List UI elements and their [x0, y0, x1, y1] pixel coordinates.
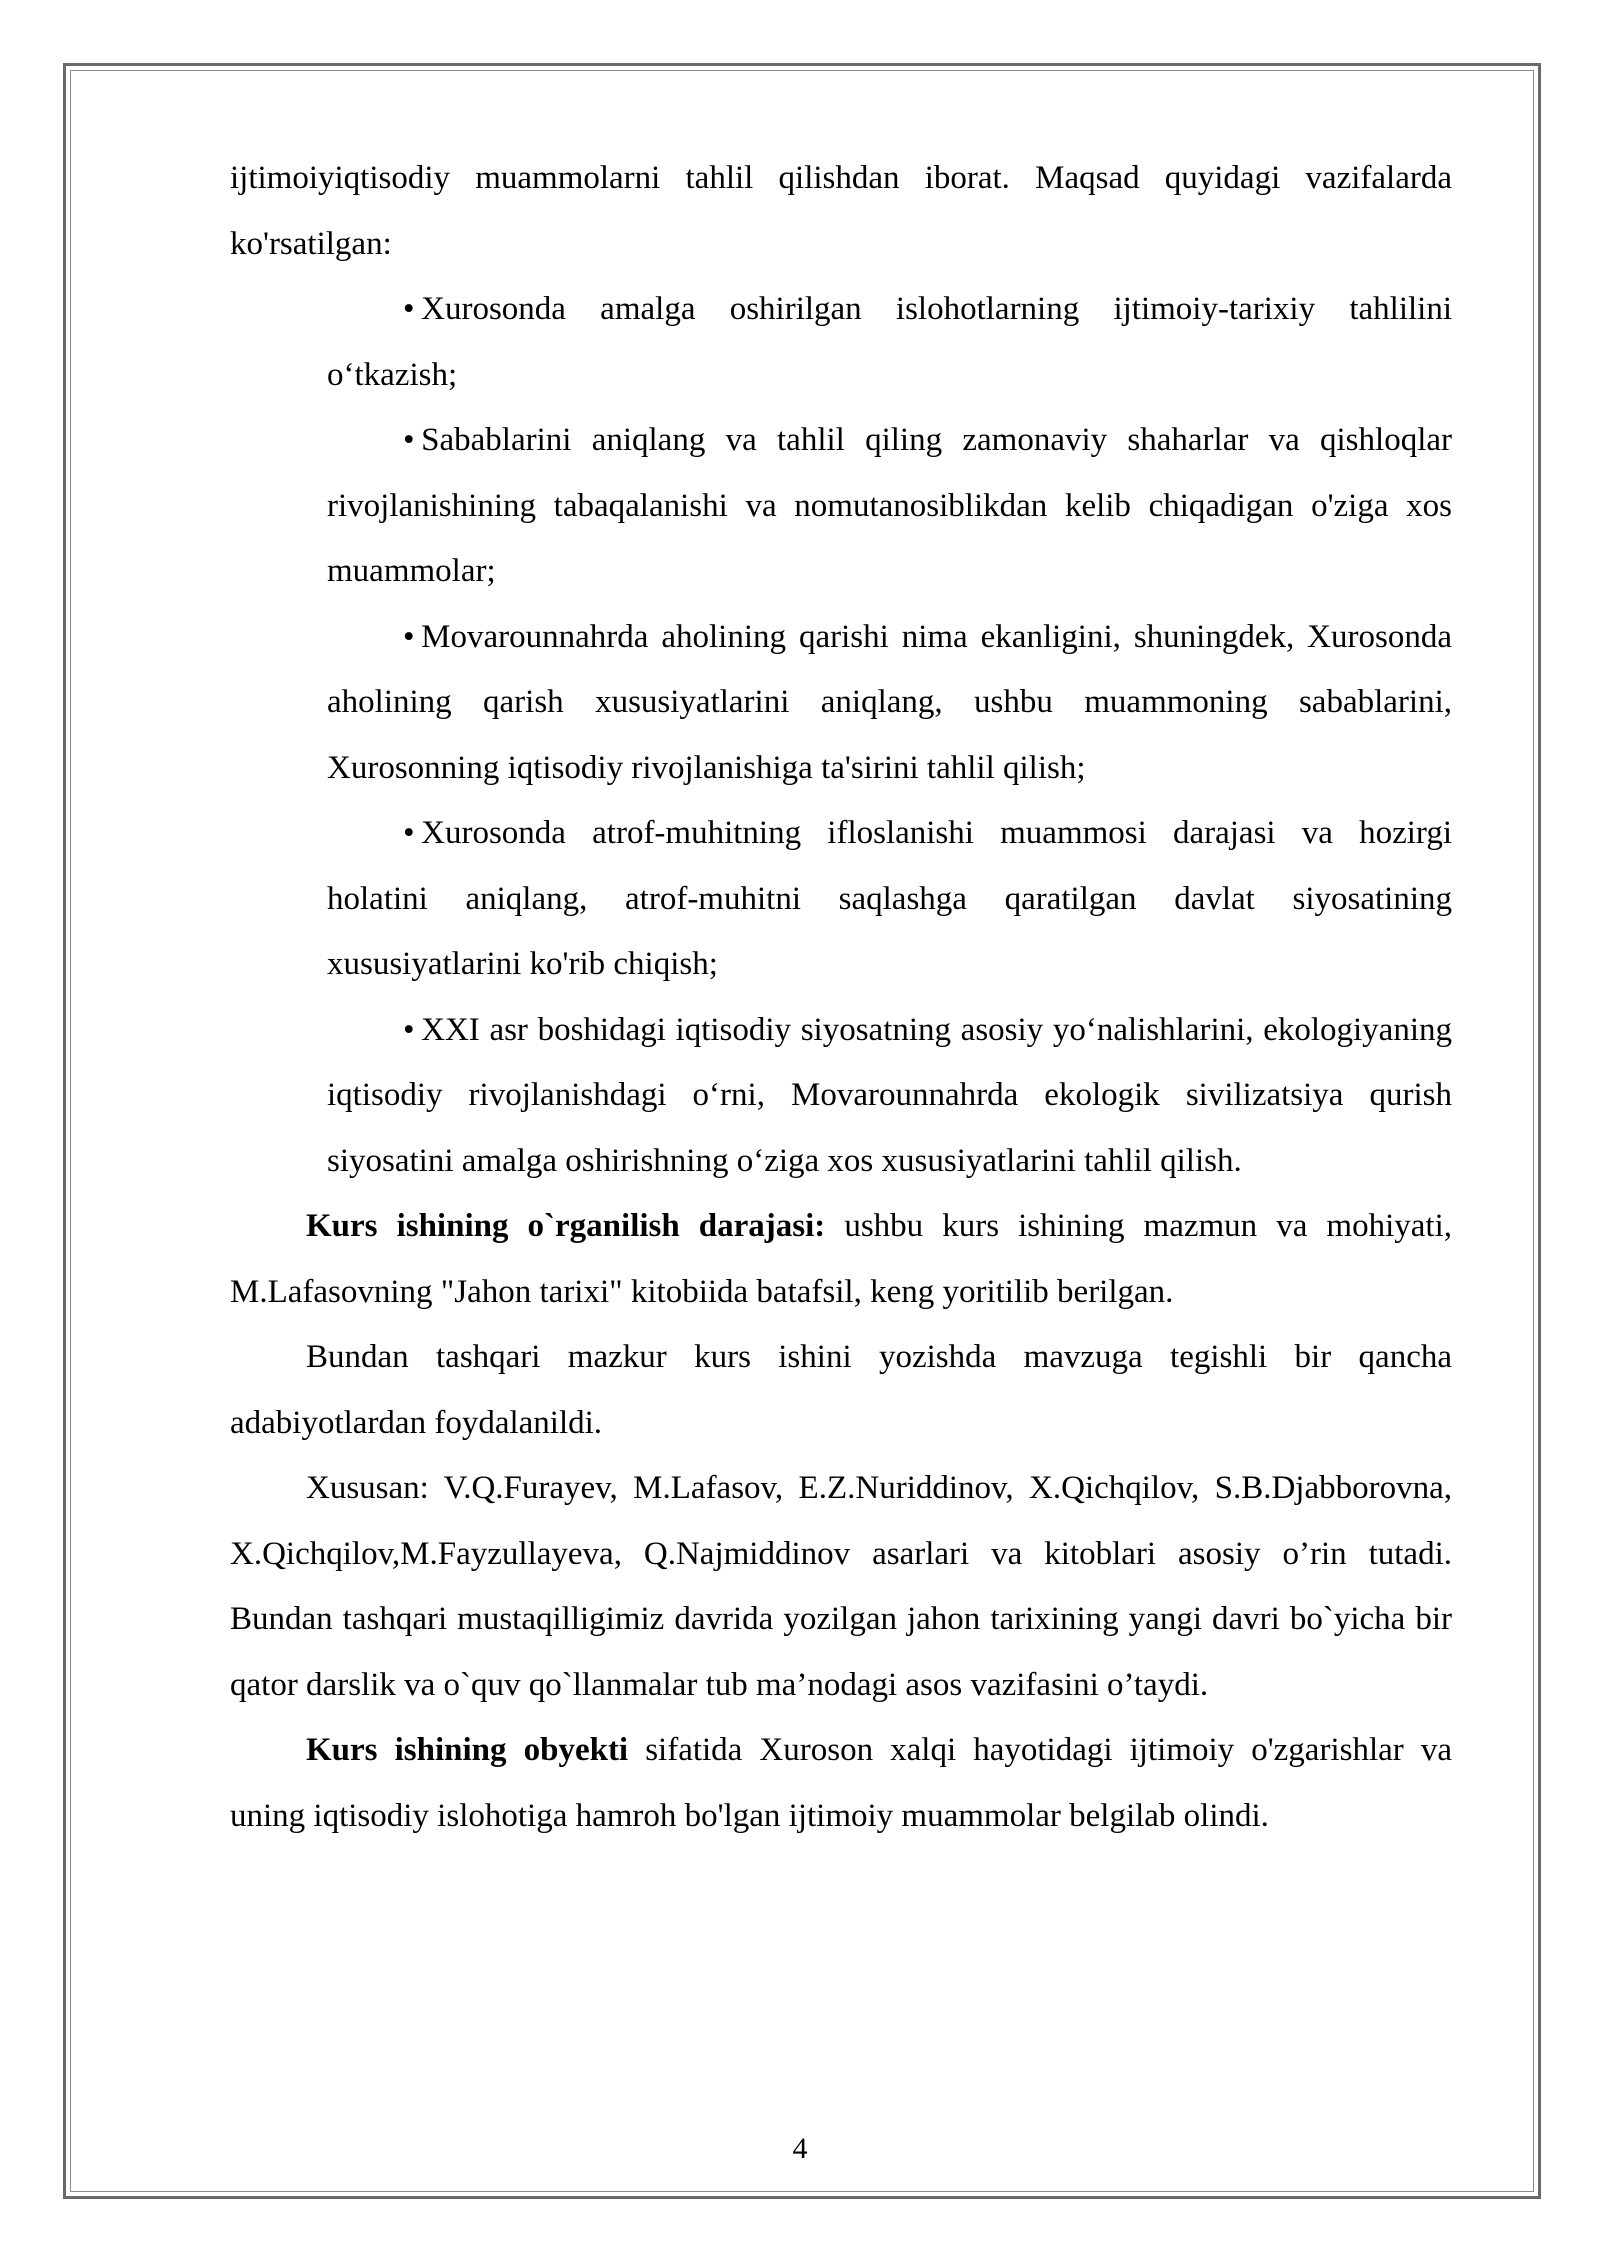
task-text: XXI asr boshidagi iqtisodiy siyosatning asosiy yo‘nalishlarini, ekologiyaning iqtisodiy rivojlanishdagi o‘rni, Movarounnahrda ekologik sivilizatsiya qurish siyosatini amalga oshirishning o‘ziga xos xususiyatlarini tahlil qilish.	[327, 1011, 1452, 1179]
task-list	[230, 277, 1452, 1194]
task-text: Sabablarini aniqlang va tahlil qiling zamonaviy shaharlar va qishloqlar rivojlanishining tabaqalanishi va nomutanosiblikdan kelib chiqadigan o'ziga xos muammolar;	[327, 422, 1452, 589]
bullet-icon: •	[403, 815, 415, 851]
study-level-label: Kurs ishining o`rganilish darajasi:	[306, 1208, 826, 1244]
task-text: Movarounnahrda aholining qarishi nima ekanligini, shuningdek, Xurosonda aholining qarish xususiyatlarini aniqlang, ushbu muammoning sabablarini, Xurosonning iqtisodiy rivojlanishiga ta'sirini tahlil qilish;	[327, 618, 1452, 786]
task-item-2	[327, 408, 1452, 605]
study-level-text: ushbu kurs ishining mazmun va mohiyati, M.Lafasovning "Jahon tarixi" kitobiida batafsil, keng yoritilib berilgan.	[230, 1208, 1452, 1310]
task-text: Xurosonda amalga oshirilgan islohotlarning ijtimoiy-tarixiy tahlilini o‘tkazish;	[327, 291, 1452, 393]
object-paragraph	[230, 1718, 1452, 1849]
page-number: 4	[792, 2132, 808, 2165]
task-item-1	[327, 277, 1452, 408]
study-level-paragraph	[230, 1194, 1452, 1325]
task-item-4	[327, 801, 1452, 998]
literature-paragraph: Bundan tashqari mazkur kurs ishini yozishda mavzuga tegishli bir qancha adabiyotlardan foydalanildi.	[230, 1339, 1452, 1441]
bullet-icon: •	[403, 1011, 415, 1048]
object-text: sifatida Xuroson xalqi hayotidagi ijtimoiy o'zgarishlar va uning iqtisodiy islohotiga hamroh bo'lgan ijtimoiy muammolar belgilab olindi.	[230, 1732, 1452, 1834]
task-item-3	[327, 605, 1452, 802]
object-label: Kurs ishining obyekti	[306, 1732, 629, 1768]
bullet-icon: •	[403, 291, 415, 327]
page-body	[230, 146, 1452, 1849]
bullet-icon: •	[403, 618, 415, 655]
task-text: Xurosonda atrof-muhitning ifloslanishi muammosi darajasi va hozirgi holatini aniqlang, atrof-muhitni saqlashga qaratilgan davlat siyosatining xususiyatlarini ko'rib chiqish;	[327, 815, 1452, 982]
task-item-5	[327, 998, 1452, 1195]
authors-paragraph: Xususan: V.Q.Furayev, M.Lafasov, E.Z.Nuriddinov, X.Qichqilov, S.B.Djabborovna, X.Qichqilov,M.Fayzullayeva, Q.Najmiddinov asarlari va kitoblari asosiy o’rin tutadi. Bundan tashqari mustaqilligimiz davrida yozilgan jahon tarixining yangi davri bo`yicha bir qator darslik va o`quv qo`llanmalar tub ma’nodagi asos vazifasini o’taydi.	[230, 1470, 1452, 1703]
intro-paragraph: ijtimoiyiqtisodiy muammolarni tahlil qilishdan iborat. Maqsad quyidagi vazifalarda ko'rsatilgan:	[230, 160, 1452, 262]
bullet-icon: •	[403, 422, 415, 458]
